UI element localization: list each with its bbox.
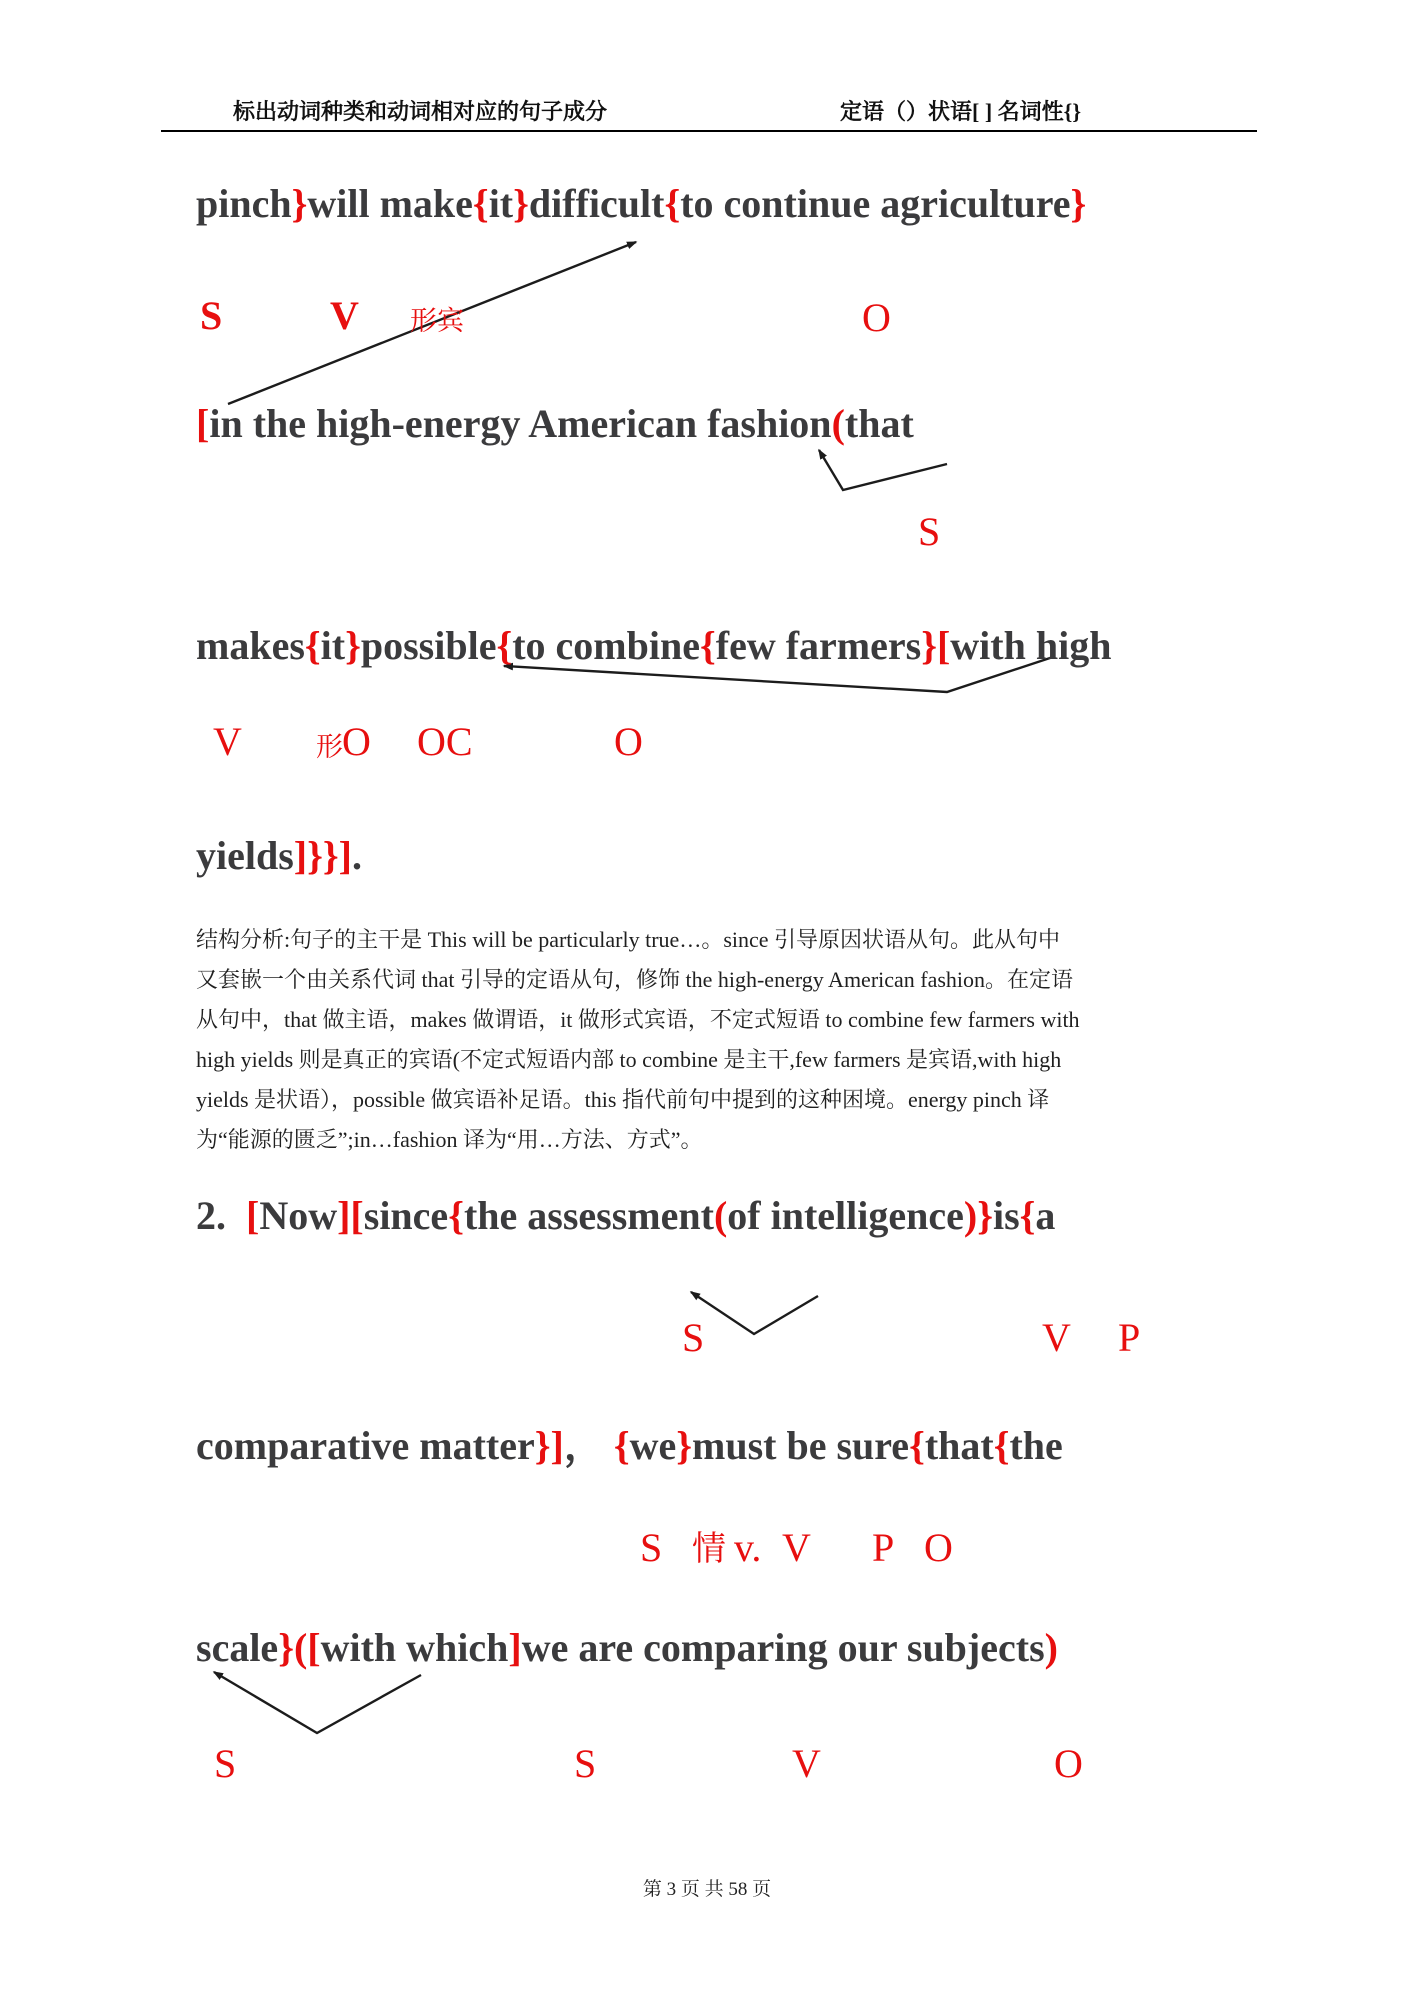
s2-line3 [196,1624,1058,1672]
bracket-mark: } [291,181,308,226]
marker-s: S [574,1741,597,1786]
sentence-text: possible [360,623,497,668]
sentence-text: that [924,1423,994,1468]
bracket-mark: { [993,1423,1010,1468]
bracket-mark: ) [1044,1625,1058,1670]
bracket-mark: ][ [337,1193,364,1238]
sentence-text: a [1035,1193,1056,1238]
sentence-text: is [992,1193,1020,1238]
sentence-text: difficult [528,181,665,226]
arrow-to-scale [214,1672,421,1733]
s2-line1 [196,1192,1055,1240]
bracket-mark: ]}}] [293,833,352,878]
marker-v: V [1042,1315,1071,1360]
analysis-line: 结构分析:句子的主干是 This will be particularly true…。since 引导原因状语从句。此从句中 [196,927,1061,952]
marker-oc: OC [417,719,473,764]
arrow-to-fashion [819,450,947,490]
marker-s: S [682,1315,705,1360]
marker-v-lower: v. [734,1525,762,1570]
header-legend: 定语（）状语[ ] 名词性{} [840,99,1081,124]
arrow-to-assessment [691,1292,818,1334]
sentence-text: yields [196,833,294,878]
bracket-mark: }] [534,1423,564,1468]
sentence-text: with high [950,623,1112,668]
bracket-mark: [ [936,623,951,668]
bracket-mark: }([ [278,1625,321,1670]
bracket-mark: } [345,623,361,668]
sentence-text: of intelligence [727,1193,964,1238]
bracket-mark: } [513,181,529,226]
marker-o: O [924,1525,953,1570]
bracket-mark: { [448,1193,464,1238]
marker-v: V [330,293,359,338]
marker-s: S [918,509,941,554]
bracket-mark: ( [713,1193,728,1238]
bracket-mark: ( [831,401,845,446]
sentence-text: since [363,1193,449,1238]
header-instruction: 标出动词种类和动词相对应的句子成分 [233,99,608,124]
analysis-line: yields 是状语），possible 做宾语补足语。this 指代前句中提到的这种困境。energy pinch 译 [196,1087,1050,1112]
sentence-text: it [320,623,346,668]
marker-o: O [862,295,891,340]
sentence-text: will make [307,181,473,226]
marker-s: S [200,293,223,338]
marker-o: O [1054,1741,1083,1786]
bracket-mark: )} [963,1193,993,1238]
sentence-text: we are comparing our subjects [521,1625,1045,1670]
marker-s: S [640,1525,663,1570]
marker-v: V [782,1525,811,1570]
s1-line4 [196,832,362,880]
sentence-text: scale [196,1625,279,1670]
sentence-text: must be sure [692,1423,910,1468]
bracket-mark: } [676,1423,692,1468]
sentence-text: in the high-energy American fashion [209,401,832,446]
marker-v: V [792,1741,821,1786]
marker-p: P [1118,1315,1141,1360]
bracket-mark: { [613,1423,630,1468]
sentence-text: makes [196,623,305,668]
marker-qing: 情 [692,1531,726,1568]
marker-xingbin: 形宾 [410,306,464,336]
s1-line1 [196,180,1086,228]
bracket-mark: } [921,623,937,668]
bracket-mark: [ [246,1193,260,1238]
sentence-text: Now [259,1193,338,1238]
sentence-text: comparative matter [196,1423,535,1468]
sentence-text: that [844,401,914,446]
bracket-mark: { [909,1423,925,1468]
page-number: 第 3 页 共 58 页 [642,1879,772,1900]
marker-v: V [213,719,242,764]
bracket-mark: { [472,181,489,226]
sentence-text: ， [563,1423,614,1468]
analysis-line: high yields 则是真正的宾语(不定式短语内部 to combine 是主干,few farmers 是宾语,with high [196,1047,1062,1072]
marker-p: P [872,1525,895,1570]
analysis-paragraph [196,920,1080,1160]
sentence-text: 2. [196,1193,246,1238]
marker-s: S [214,1741,237,1786]
sentence-text: the [1009,1423,1063,1468]
bracket-mark: } [1070,181,1087,226]
analysis-line: 为“能源的匮乏”;in…fashion 译为“用…方法、方式”。 [196,1127,703,1152]
bracket-mark: { [1019,1193,1036,1238]
sentence-text: pinch [196,181,292,226]
s2-line2 [196,1422,1063,1470]
s1-line2 [196,400,914,448]
sentence-text: few farmers [715,623,922,668]
sentence-text: . [351,833,362,878]
sentence-text: to continue agriculture [680,181,1071,226]
sentence-text: it [488,181,514,226]
sentence-text: with which [320,1625,509,1670]
marker-o: O [614,719,643,764]
bracket-mark: ] [508,1625,522,1670]
bracket-mark: [ [196,401,210,446]
header-rule [161,130,1257,132]
bracket-mark: { [664,181,681,226]
marker-o: O [342,719,371,764]
sentence-text: the assessment [463,1193,714,1238]
marker-xing: 形 [316,732,343,762]
bracket-mark: { [700,623,716,668]
analysis-line: 又套嵌一个由关系代词 that 引导的定语从句，修饰 the high-energy American fashion。在定语 [196,967,1074,992]
bracket-mark: { [304,623,321,668]
analysis-line: 从句中，that 做主语，makes 做谓语，it 做形式宾语，不定式短语 to combine few farmers with [196,1007,1080,1032]
sentence-text: we [629,1423,677,1468]
bracket-mark: { [496,623,513,668]
s1-line3 [196,622,1111,670]
sentence-text: to combine [512,623,700,668]
